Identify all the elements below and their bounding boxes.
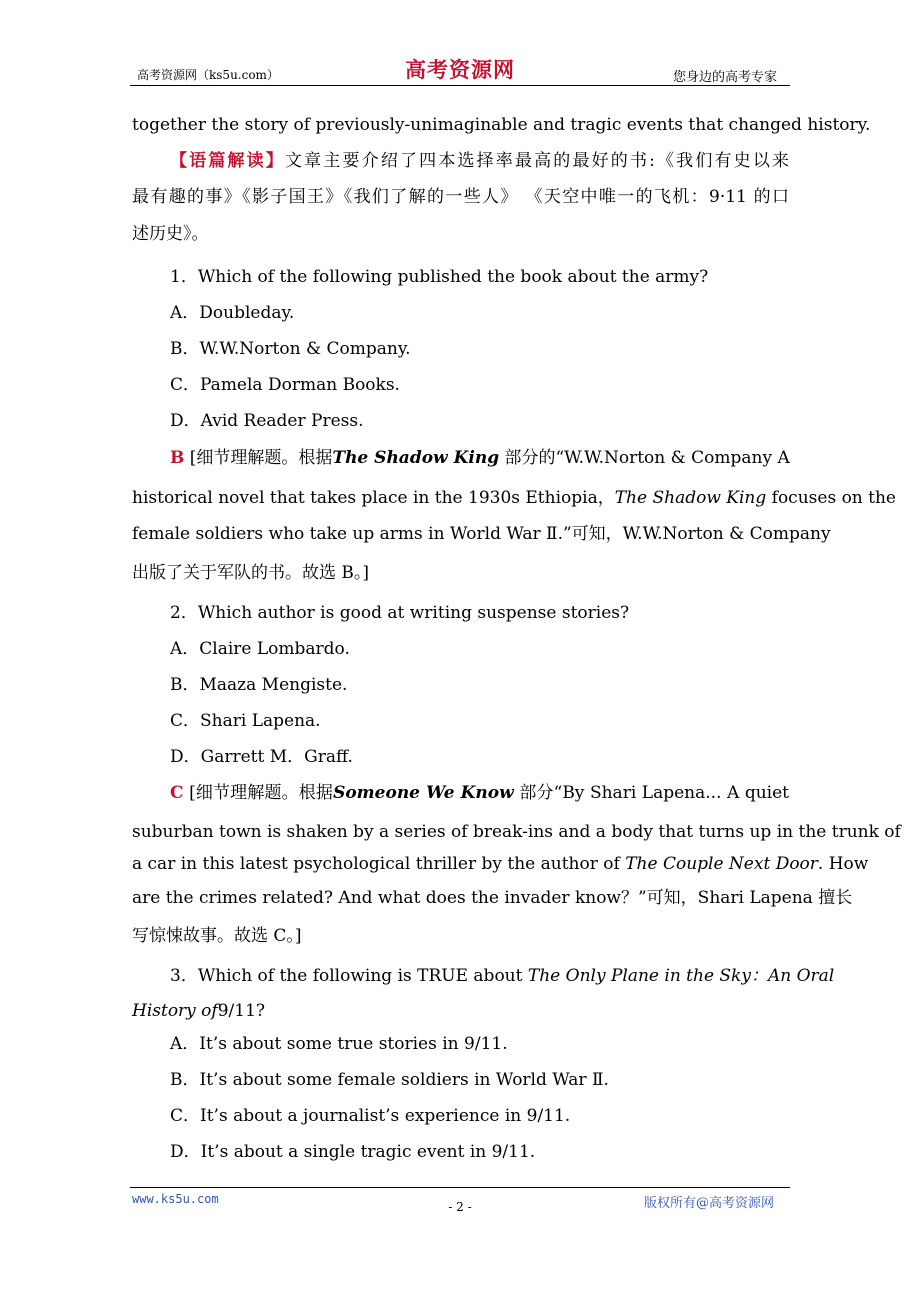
q1-exp2-title: The Shadow King — [614, 488, 767, 508]
q1-option-d: D．Avid Reader Press. — [170, 411, 364, 431]
q1-exp-pre: [细节理解题。根据 — [189, 448, 333, 468]
q2-option-c: C．Shari Lapena. — [170, 711, 321, 731]
header-logo: 高考资源网 — [405, 57, 515, 82]
q2-option-a: A．Claire Lombardo. — [170, 639, 350, 659]
intro-end-line: together the story of previously-unimaginable and tragic events that changed history. — [132, 115, 871, 135]
q1-explanation-line-3: female soldiers who take up arms in World War Ⅱ.”可知，W.W.Norton & Company — [132, 524, 831, 544]
q2-explanation-line-3 — [132, 853, 869, 875]
q2-explanation-line-1 — [170, 782, 789, 804]
footer-site-link[interactable]: www.ks5u.com — [132, 1192, 219, 1206]
q2-exp-title: Someone We Know — [333, 783, 514, 803]
q2-explanation-line-5: 写惊悚故事。故选 C。] — [132, 926, 302, 946]
q3-stem-line-2 — [132, 1000, 789, 1022]
header-divider — [130, 85, 790, 86]
q2-stem: 2．Which author is good at writing suspense stories? — [170, 603, 630, 623]
q3-option-c: C．It’s about a journalist’s experience in 9/11. — [170, 1106, 571, 1126]
page-number: - 2 - — [448, 1200, 472, 1214]
q1-explanation-line-1 — [170, 447, 789, 469]
q1-explanation-line-2 — [132, 487, 896, 509]
q1-option-a: A．Doubleday. — [170, 303, 295, 323]
q3-stem-line-1 — [170, 965, 835, 987]
q2-explanation-line-4: are the crimes related? And what does the invader know？”可知，Shari Lapena 擅长 — [132, 888, 853, 908]
q3-stem-end: 9/11? — [217, 1001, 266, 1021]
q3-option-b: B．It’s about some female soldiers in World War Ⅱ. — [170, 1070, 609, 1090]
header-slogan: 您身边的高考专家 — [673, 70, 778, 85]
q3-stem-pre: 3．Which of the following is TRUE about — [170, 966, 523, 986]
q2-exp3-pre: a car in this latest psychological thriller by the author of — [132, 854, 620, 874]
q1-exp2-pre: historical novel that takes place in the 1930s Ethiopia， — [132, 488, 615, 508]
header-site-name: 高考资源网（ks5u.com） — [137, 68, 279, 82]
q2-exp-pre: [细节理解题。根据 — [189, 783, 334, 803]
summary-tag: 【语篇解读】 — [170, 151, 285, 171]
summary-line-3: 述历史》。 — [132, 224, 209, 244]
q2-exp3-post: . How — [817, 854, 869, 874]
q1-explanation-line-4: 出版了关于军队的书。故选 B。] — [132, 563, 370, 583]
q1-exp2-post: focuses on the — [771, 488, 896, 508]
footer-copyright: 版权所有@高考资源网 — [644, 1196, 775, 1211]
summary-line-1 — [170, 150, 789, 172]
q3-option-a: A．It’s about some true stories in 9/11. — [170, 1034, 508, 1054]
q3-option-d: D．It’s about a single tragic event in 9/11. — [170, 1142, 536, 1162]
q2-exp-post: 部分“By Shari Lapena... A quiet — [519, 783, 790, 803]
q2-option-b: B．Maaza Mengiste. — [170, 675, 348, 695]
q1-stem: 1．Which of the following published the book about the army? — [170, 267, 709, 287]
q3-stem-title: The Only Plane in the Sky：An Oral — [527, 966, 835, 986]
q1-exp-title: The Shadow King — [332, 448, 500, 468]
q1-option-c: C．Pamela Dorman Books. — [170, 375, 400, 395]
q1-option-b: B．W.W.Norton & Company. — [170, 339, 411, 359]
summary-line-2: 最有趣的事》《影子国王》《我们了解的一些人》 《天空中唯一的飞机：9·11 的口 — [132, 187, 789, 207]
q2-answer: C — [170, 783, 184, 803]
q2-option-d: D．Garrett M．Graff. — [170, 747, 353, 767]
summary-text-1: 文章主要介绍了四本选择率最高的最好的书:《我们有史以来 — [285, 151, 790, 171]
q2-explanation-line-2: suburban town is shaken by a series of break-ins and a body that turns up in the trunk of — [132, 822, 901, 842]
q1-exp-post: 部分的“W.W.Norton & Company A — [504, 448, 790, 468]
footer-divider — [130, 1187, 790, 1188]
q2-exp3-title: The Couple Next Door — [625, 854, 818, 874]
q1-answer: B — [170, 448, 185, 468]
q3-stem-title-2: History of — [132, 1001, 218, 1021]
